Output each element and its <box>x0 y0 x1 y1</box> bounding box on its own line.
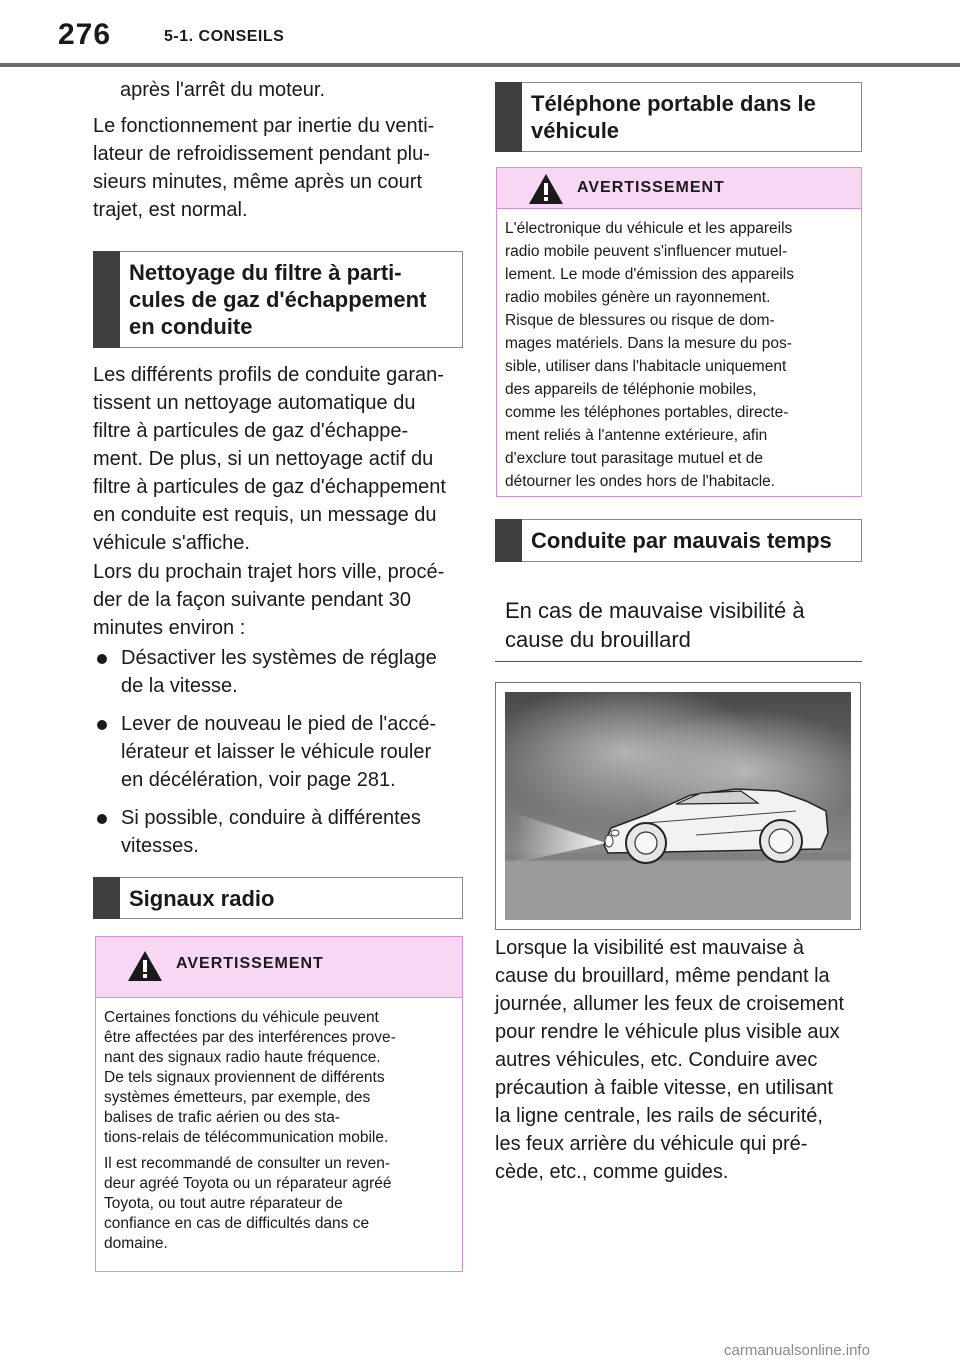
warning-triangle-icon <box>527 172 565 206</box>
text-line: radio mobile peuvent s'influencer mutuel- <box>505 243 788 260</box>
text-line: De tels signaux proviennent de différents <box>104 1069 385 1086</box>
text-line: confiance en cas de difficultés dans ce <box>104 1215 370 1232</box>
text-line: Le fonctionnement par inertie du venti- <box>93 115 435 137</box>
text-line: Lors du prochain trajet hors ville, procé- <box>93 561 445 583</box>
list-item <box>93 804 463 860</box>
warning-body <box>96 998 462 1268</box>
text-line: après l'arrêt du moteur. <box>120 79 326 101</box>
text-line: comme les téléphones portables, directe- <box>505 404 789 421</box>
text-line: mages matériels. Dans la mesure du pos- <box>505 335 792 352</box>
header-rule <box>0 63 960 67</box>
heading-text: Conduite par mauvais temps <box>531 528 832 553</box>
text-line: Lever de nouveau le pied de l'accé- <box>121 713 437 735</box>
bullet-list <box>93 644 463 860</box>
text-line: radio mobiles génère un rayonnement. <box>505 289 771 306</box>
fog-paragraph <box>495 934 865 1186</box>
watermark: carmanualsonline.info <box>724 1342 870 1359</box>
text-line: sieurs minutes, même après un court <box>93 171 423 193</box>
heading-line: cules de gaz d'échappement <box>129 287 427 312</box>
text-line: les feux arrière du véhicule qui pré- <box>495 1133 808 1155</box>
heading-line: Nettoyage du filtre à parti- <box>129 260 402 285</box>
text-line: filtre à particules de gaz d'échappe- <box>93 420 409 442</box>
text-line: pour rendre le véhicule plus visible aux <box>495 1021 840 1043</box>
text-line: Risque de blessures ou risque de dom- <box>505 312 775 329</box>
text-line: cause du brouillard, même pendant la <box>495 965 830 987</box>
heading-text <box>129 259 426 340</box>
filter-paragraph-2 <box>93 558 463 642</box>
text-line: précaution à faible vitesse, en utilisant <box>495 1077 833 1099</box>
text-line: lement. Le mode d'émission des appareils <box>505 266 795 283</box>
heading-line: véhicule <box>531 118 620 143</box>
heading-tab <box>93 877 120 919</box>
heading-tab <box>495 82 522 152</box>
text-line: sible, utiliser dans l'habitacle uniquement <box>505 358 787 375</box>
text-line: Certaines fonctions du véhicule peuvent <box>104 1009 379 1026</box>
section-title: 5-1. CONSEILS <box>164 28 285 45</box>
heading-text <box>531 90 816 144</box>
page-number: 276 <box>58 18 112 51</box>
text-line: lateur de refroidissement pendant plu- <box>93 143 430 165</box>
heading-bad-weather <box>495 519 862 562</box>
bullet-dot <box>97 720 107 730</box>
warning-paragraph <box>104 1154 454 1254</box>
intro-paragraph <box>93 112 463 224</box>
text-line: autres véhicules, etc. Conduire avec <box>495 1049 818 1071</box>
text-line: nant des signaux radio haute fréquence. <box>104 1049 381 1066</box>
text-line: vitesses. <box>121 835 199 857</box>
warning-title: AVERTISSEMENT <box>176 955 324 972</box>
warning-body <box>497 209 861 507</box>
heading-line: Téléphone portable dans le <box>531 91 816 116</box>
text-line: être affectées par des interférences prove- <box>104 1029 396 1046</box>
text-line: filtre à particules de gaz d'échappement <box>93 476 446 498</box>
text-line: de la vitesse. <box>121 675 238 697</box>
text-line: Lorsque la visibilité est mauvaise à <box>495 937 805 959</box>
heading-tab <box>93 251 120 348</box>
text-line: cède, etc., comme guides. <box>495 1161 729 1183</box>
text-line: minutes environ : <box>93 617 246 639</box>
text-line: Il est recommandé de consulter un reven- <box>104 1155 391 1172</box>
text-line: tions-relais de télécommunication mobile. <box>104 1129 389 1146</box>
text-line: deur agréé Toyota ou un réparateur agréé <box>104 1175 392 1192</box>
filter-paragraph-1 <box>93 361 463 557</box>
warning-header <box>497 168 861 209</box>
text-line: tissent un nettoyage automatique du <box>93 392 416 414</box>
warning-paragraph <box>104 1008 454 1148</box>
text-line: Désactiver les systèmes de réglage <box>121 647 437 669</box>
warning-paragraph <box>505 217 853 493</box>
heading-mobile-phone <box>495 82 862 152</box>
warning-triangle-icon <box>126 949 164 983</box>
fog-driving-image <box>496 683 860 929</box>
warning-title: AVERTISSEMENT <box>577 179 725 196</box>
heading-tab <box>495 519 522 562</box>
fog-car-illustration <box>495 682 861 930</box>
text-line: d'exclure tout parasitage mutuel et de <box>505 450 764 467</box>
text-line: ment. De plus, si un nettoyage actif du <box>93 448 434 470</box>
text-line: Les différents profils de conduite garan- <box>93 364 444 386</box>
text-line: en décélération, voir page 281. <box>121 769 396 791</box>
list-item <box>93 710 463 794</box>
text-line: véhicule s'affiche. <box>93 532 250 554</box>
list-item <box>93 644 463 700</box>
subheading-rule <box>495 661 862 662</box>
text-line: détourner les ondes hors de l'habitacle. <box>505 473 776 490</box>
intro-continuation <box>120 76 465 104</box>
heading-filter-cleaning <box>93 251 463 348</box>
text-line: der de la façon suivante pendant 30 <box>93 589 412 611</box>
text-line: domaine. <box>104 1235 168 1252</box>
text-line: trajet, est normal. <box>93 199 248 221</box>
text-line: Si possible, conduire à différentes <box>121 807 421 829</box>
text-line: des appareils de téléphonie mobiles, <box>505 381 757 398</box>
bullet-dot <box>97 654 107 664</box>
text-line: systèmes émetteurs, par exemple, des <box>104 1089 371 1106</box>
text-line: journée, allumer les feux de croisement <box>495 993 845 1015</box>
text-line: ment reliés à l'antenne extérieure, afin <box>505 427 768 444</box>
subheading-line: En cas de mauvaise visibilité à <box>505 598 805 623</box>
text-line: en conduite est requis, un message du <box>93 504 437 526</box>
subheading-fog <box>505 596 865 654</box>
heading-text: Signaux radio <box>129 885 275 911</box>
text-line: lérateur et laisser le véhicule rouler <box>121 741 432 763</box>
text-line: balises de trafic aérien ou des sta- <box>104 1109 341 1126</box>
bullet-dot <box>97 814 107 824</box>
text-line: la ligne centrale, les rails de sécurité, <box>495 1105 823 1127</box>
warning-box-radio <box>95 936 463 1272</box>
text-line: L'électronique du véhicule et les appareils <box>505 220 793 237</box>
text-line: Toyota, ou tout autre réparateur de <box>104 1195 343 1212</box>
heading-line: en conduite <box>129 314 253 339</box>
subheading-line: cause du brouillard <box>505 627 691 652</box>
heading-radio-signals <box>93 877 463 919</box>
warning-header <box>96 937 462 998</box>
warning-box-phone <box>496 167 862 497</box>
